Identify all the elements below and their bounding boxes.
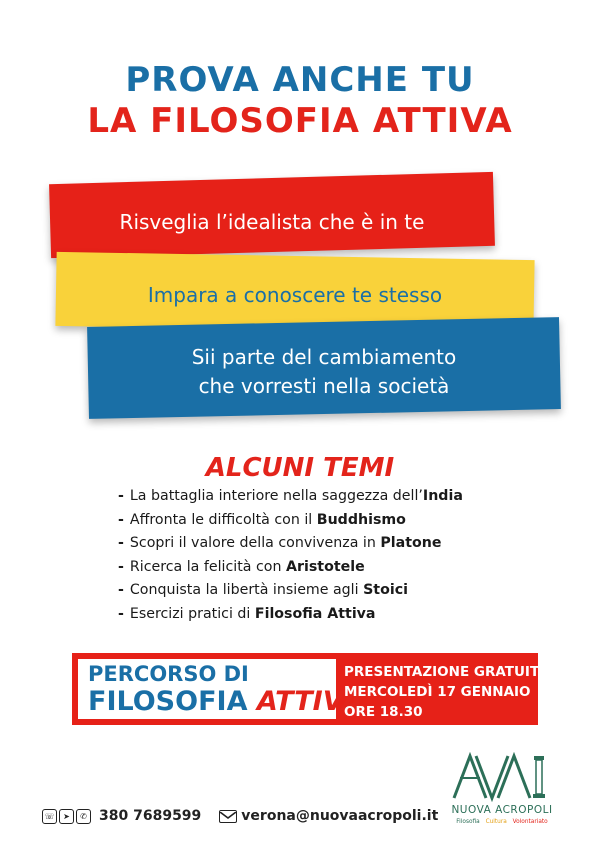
theme-dash: - — [118, 535, 124, 551]
theme-bold: Platone — [380, 535, 442, 551]
theme-bold: Buddhismo — [316, 511, 406, 528]
red-banner-text: Risveglia l’idealista che è in te — [119, 210, 425, 234]
theme-item — [118, 532, 463, 556]
theme-bold: Stoici — [363, 582, 408, 598]
theme-item — [118, 556, 463, 580]
theme-dash: - — [118, 488, 124, 504]
theme-bold: Aristotele — [286, 558, 365, 575]
course-title-line-1: PERCORSO DI — [88, 662, 249, 686]
phone-number[interactable]: 380 7689599 — [99, 808, 202, 824]
theme-dash: - — [118, 558, 124, 575]
event-line-1: PRESENTAZIONE GRATUITA — [344, 664, 549, 680]
course-title-blue: FILOSOFIA — [88, 686, 257, 717]
yellow-banner-text: Impara a conoscere te stesso — [147, 283, 443, 307]
theme-text: Esercizi pratici di — [129, 605, 255, 622]
theme-text: Conquista la libertà insieme agli — [129, 582, 364, 598]
logo-tag-culture: Cultura — [485, 819, 507, 825]
logo-tagline — [446, 819, 558, 825]
phone-icon: ☏ — [42, 809, 57, 824]
themes-list — [118, 485, 463, 626]
logo-tag-volunteering: Volontariato — [512, 819, 548, 825]
headline-line-2: LA FILOSOFIA ATTIVA — [87, 101, 513, 141]
theme-text: Ricerca la felicità con — [129, 558, 286, 575]
theme-text: Scopri il valore della convivenza in — [129, 535, 381, 551]
theme-item — [118, 579, 463, 603]
headline-line-1: PROVA ANCHE TU — [125, 60, 475, 100]
theme-dash: - — [118, 605, 124, 622]
event-line-2: MERCOLEDÌ 17 GENNAIO — [344, 684, 531, 700]
course-title-line-2 — [88, 686, 363, 717]
theme-item — [118, 603, 463, 627]
nuova-acropoli-logo-icon — [446, 752, 558, 802]
theme-text: Affronta le difficoltà con il — [129, 511, 317, 528]
telegram-icon: ➤ — [59, 809, 74, 824]
theme-bold: Filosofia Attiva — [254, 605, 376, 622]
theme-bold: India — [422, 488, 463, 504]
theme-dash: - — [118, 582, 124, 598]
course-title-red: ATTIVA — [256, 686, 363, 717]
event-line-3: ORE 18.30 — [344, 704, 423, 720]
theme-text: La battaglia interiore nella saggezza dell’ — [129, 488, 423, 504]
theme-item — [118, 485, 463, 509]
themes-title: ALCUNI TEMI — [205, 453, 395, 483]
logo-tag-philosophy: Filosofia — [456, 819, 480, 825]
email-address[interactable]: verona@nuovaacropoli.it — [241, 808, 439, 824]
whatsapp-icon: ✆ — [76, 809, 91, 824]
contacts-bar — [42, 808, 438, 824]
theme-dash: - — [118, 511, 124, 528]
logo-name: NUOVA ACROPOLI — [451, 804, 553, 816]
theme-item — [118, 509, 463, 533]
blue-banner-text-line-1: Sii parte del cambiamento — [191, 345, 457, 369]
mail-icon — [219, 810, 237, 823]
blue-banner-text-line-2: che vorresti nella società — [198, 374, 450, 398]
